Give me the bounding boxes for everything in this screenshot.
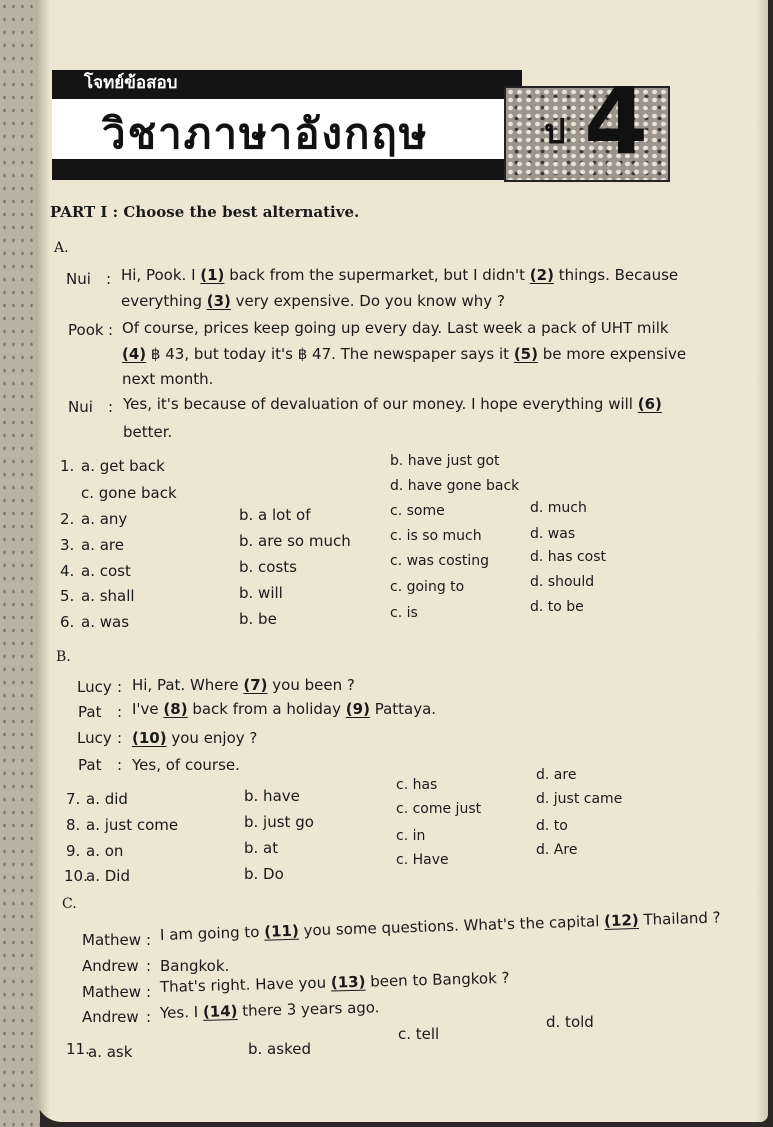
option-a: a. cost [81, 562, 131, 580]
option-a: a. get back [81, 457, 165, 475]
option-d: d. was [530, 526, 576, 542]
option-d: d. just came [536, 791, 623, 807]
option-b: b. have just got [390, 453, 500, 469]
option-b: b. at [244, 839, 279, 857]
option-c: c. going to [390, 579, 465, 595]
blank-marker: (5) [513, 345, 538, 363]
dialogue-line: everything (3) very expensive. Do you know why ? [121, 292, 505, 310]
option-c: c. some [390, 503, 445, 519]
speaker-label: Andrew [82, 1008, 139, 1026]
banner-title: วิชาภาษาอังกฤษ [102, 109, 429, 158]
option-d: d. much [530, 500, 587, 516]
section-a-label: A. [54, 240, 69, 256]
dialogue-line: (10) you enjoy ? [132, 729, 258, 747]
dialogue-line: Yes, of course. [132, 756, 240, 774]
option-b: b. a lot of [239, 506, 311, 524]
option-b: b. Do [244, 865, 284, 883]
option-b: b. asked [248, 1040, 311, 1058]
option-a: a. are [81, 536, 124, 554]
blank-marker: (9) [345, 700, 370, 718]
option-d: d. told [546, 1013, 594, 1031]
speaker-label: Mathew [82, 931, 142, 949]
option-c: c. was costing [390, 553, 490, 569]
blank-marker: (14) [202, 1001, 238, 1021]
title-banner [52, 70, 668, 182]
option-a: a. any [81, 510, 128, 528]
option-a: a. just come [86, 816, 179, 834]
option-d: d. Are [536, 842, 578, 858]
banner-subtitle: โจทย์ข้อสอบ [52, 70, 522, 96]
speaker-label: Nui [68, 398, 93, 416]
speaker-label: Pook [68, 321, 104, 339]
option-b: b. costs [239, 558, 297, 576]
question-number: 10. [64, 867, 88, 885]
option-d: d. has cost [530, 549, 607, 565]
question-number: 7. [66, 790, 81, 808]
question-number: 3. [60, 536, 75, 554]
dialogue-line: next month. [122, 370, 214, 388]
blank-marker: (8) [163, 700, 188, 718]
option-a: a. Did [86, 867, 130, 885]
option-b: b. just go [244, 813, 314, 831]
option-c: c. tell [398, 1025, 440, 1043]
grade-number: 4 [584, 68, 649, 175]
dialogue-line: Bangkok. [160, 957, 230, 975]
dialogue-line: That's right. Have you (13) been to Bangkok ? [159, 968, 510, 996]
speaker-label: Pat [78, 756, 102, 774]
section-b-label: B. [56, 649, 71, 665]
question-number: 5. [60, 587, 75, 605]
option-b: b. are so much [239, 532, 351, 550]
grade-prefix: ป [544, 112, 566, 152]
blank-marker: (2) [529, 266, 554, 284]
dialogue-line: Yes, it's because of devaluation of our money. I hope everything will (6) [123, 395, 662, 413]
speaker-label: Mathew [82, 983, 142, 1001]
option-d: d. should [530, 574, 595, 590]
option-a: a. on [86, 842, 124, 860]
dialogue-line: I am going to (11) you some questions. What's the capital (12) Thailand ? [159, 908, 721, 944]
exam-page: โจทย์ข้อสอบ วิชาภาษาอังกฤษ ป 4 PART I : Choose the best alternative. A. Nui : Hi, Pook. I (1) back from the supermarket, but I didn't (2) things. Because everything (3) very expensive. Do you know why ? Pook : Of course, prices keep going up every day. Last week a pack of UHT milk (4) ฿ 43, but today it's ฿ 47. The newspaper says it (5) be more expensive next month. Nui : Yes, it's because of devaluation of our money. I hope everything will (6) better. 1. a. get back b. have just got c. gone back d. have gone back 2. a. any b. a lot of c. some d. much 3. a. are b. are so much c. is so much d. was 4. a. cost b. costs c. was costing d. has cost 5. a. shall b. will c. going to d. should 6. a. was b. be c. is d. to be B. Lucy : Hi, Pat. Where (7) you been ? Pat : I've (8) back from a holiday (9) Pattaya. Lucy : (10) you enjoy ? Pat : Yes, of course. 7. a. did b. have c. has d. are 8. a. just come b. just go c. come just d. just came 9. a. on b. at c. in d. to 10. a. Did b. Do c. Have d. Are C. Mathew : I am going to (11) you some questions. What's the capital (12) Thailand ? Andrew : Bangkok. Mathew : That's right. Have you (13) been to Bangkok ? Andrew : Yes. I (14) there 3 years ago. 11. a. ask b. asked c. tell d. told [36, 0, 768, 1122]
question-number: 6. [60, 613, 75, 631]
blank-marker: (1) [200, 266, 225, 284]
blank-marker: (6) [637, 395, 662, 413]
dialogue-line: Hi, Pook. I (1) back from the supermarket, but I didn't (2) things. Because [121, 266, 679, 284]
dialogue-line: Hi, Pat. Where (7) you been ? [132, 676, 355, 694]
speaker-label: Lucy [77, 678, 112, 696]
option-d: d. have gone back [390, 478, 520, 494]
banner-bottom-bar [52, 162, 522, 180]
question-number: 11. [66, 1040, 90, 1058]
option-c: c. in [396, 828, 426, 844]
option-b: b. will [239, 584, 283, 602]
option-c: c. come just [396, 801, 482, 817]
blank-marker: (13) [330, 972, 366, 992]
option-c: c. is so much [390, 528, 482, 544]
option-a: a. ask [88, 1043, 133, 1061]
option-a: a. shall [81, 587, 135, 605]
blank-marker: (11) [263, 921, 300, 941]
speaker-label: Nui [66, 270, 91, 288]
option-d: d. to be [530, 599, 584, 615]
dialogue-line: I've (8) back from a holiday (9) Pattaya. [132, 700, 437, 718]
part-heading: PART I : Choose the best alternative. [50, 203, 360, 221]
page-edge-shadow [756, 0, 768, 1122]
option-c: c. gone back [81, 484, 177, 502]
speaker-label: Pat [78, 703, 102, 721]
blank-marker: (7) [243, 676, 268, 694]
speaker-label: Lucy [77, 729, 112, 747]
question-number: 1. [60, 457, 75, 475]
section-c-label: C. [62, 896, 77, 912]
option-b: b. be [239, 610, 277, 628]
option-b: b. have [244, 787, 300, 805]
option-c: c. is [390, 605, 418, 621]
question-number: 2. [60, 510, 75, 528]
dialogue-line: (4) ฿ 43, but today it's ฿ 47. The newspaper says it (5) be more expensive [122, 345, 687, 363]
blank-marker: (10) [132, 729, 167, 747]
option-a: a. was [81, 613, 130, 631]
blank-marker: (12) [603, 910, 639, 931]
option-d: d. are [536, 767, 577, 783]
option-d: d. to [536, 818, 568, 834]
option-a: a. did [86, 790, 128, 808]
blank-marker: (4) [122, 345, 147, 363]
option-c: c. Have [396, 852, 449, 868]
dialogue-line: Yes. I (14) there 3 years ago. [159, 998, 380, 1022]
blank-marker: (3) [206, 292, 231, 310]
page-spine-shadow [36, 0, 50, 1122]
option-c: c. has [396, 777, 438, 793]
banner-title-box [52, 96, 522, 162]
dialogue-line: better. [123, 423, 173, 441]
facing-page-edge [0, 0, 40, 1127]
dialogue-line: Of course, prices keep going up every day. Last week a pack of UHT milk [122, 319, 669, 337]
speaker-label: Andrew [82, 957, 139, 975]
question-number: 9. [66, 842, 81, 860]
question-number: 8. [66, 816, 81, 834]
question-number: 4. [60, 562, 75, 580]
